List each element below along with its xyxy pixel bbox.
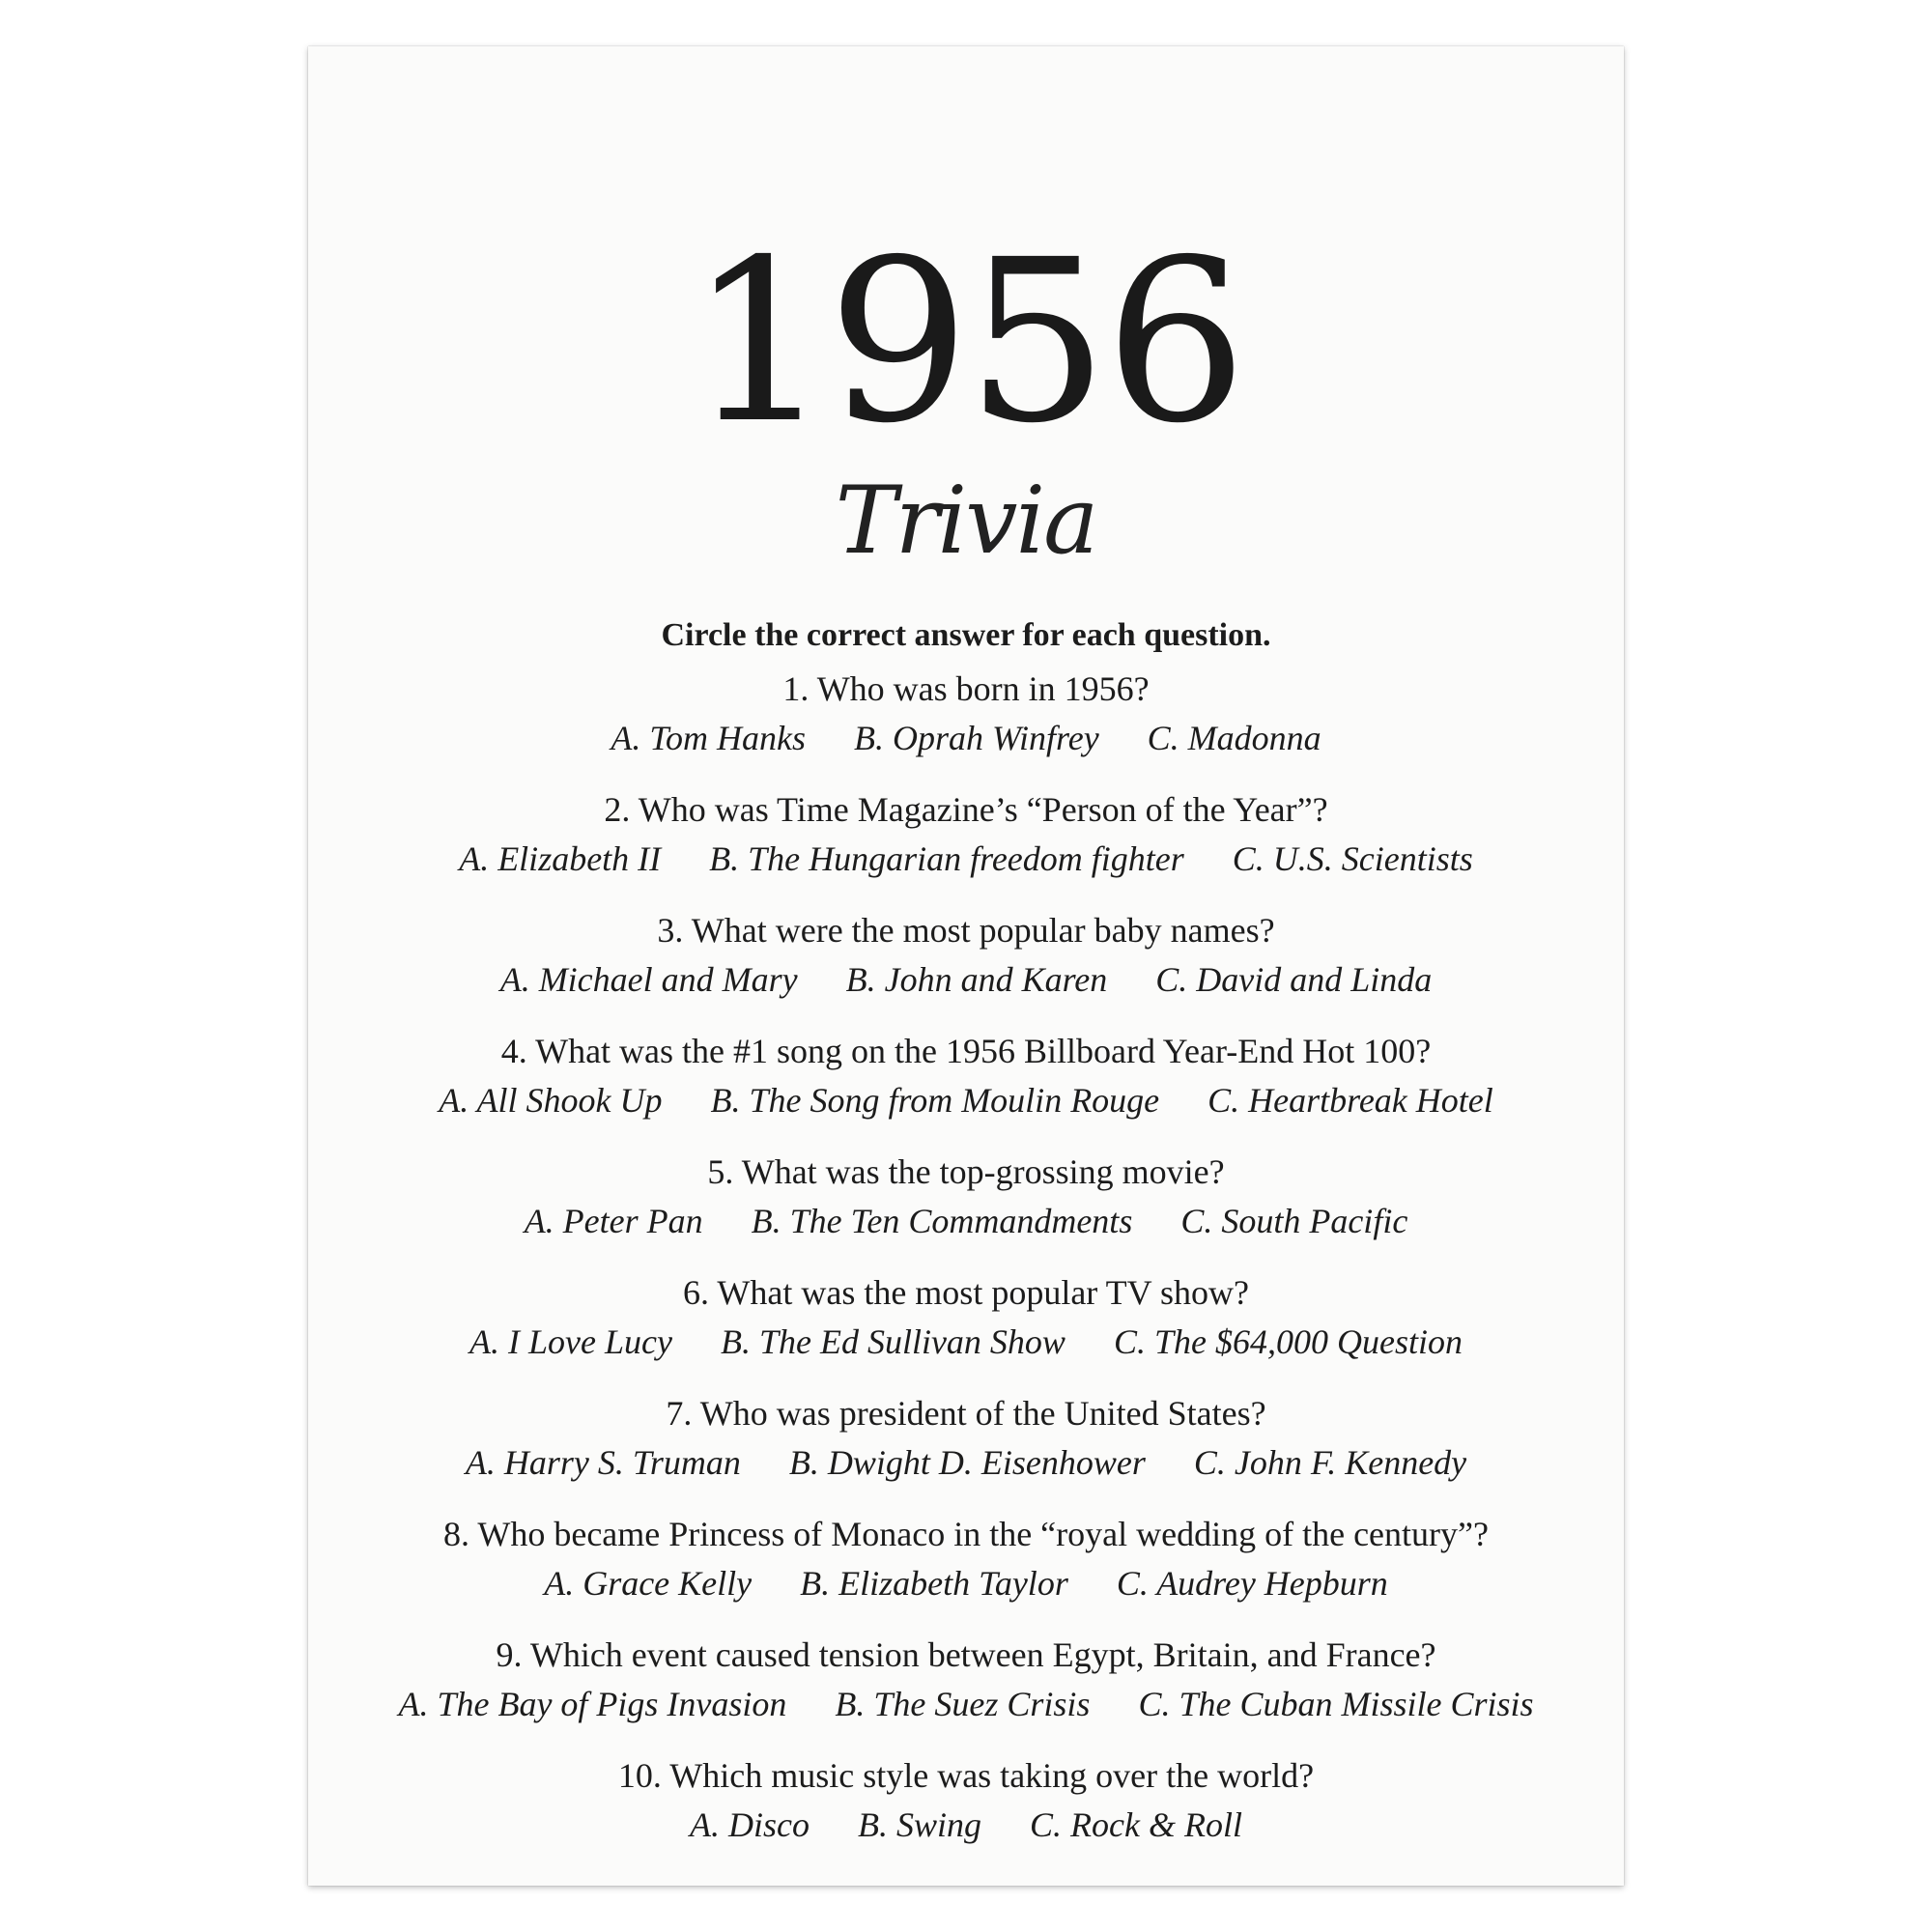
question-list	[308, 665, 1624, 1872]
answer-option[interactable]: C. South Pacific	[1180, 1202, 1408, 1240]
question-item	[308, 1631, 1624, 1751]
answer-options	[308, 714, 1624, 763]
answer-option[interactable]: A. Disco	[690, 1805, 810, 1844]
answer-option[interactable]: B. Dwight D. Eisenhower	[788, 1443, 1146, 1482]
answer-option[interactable]: B. The Ed Sullivan Show	[720, 1322, 1065, 1361]
answer-options	[308, 1076, 1624, 1125]
answer-option[interactable]: B. The Hungarian freedom fighter	[709, 839, 1184, 878]
answer-option[interactable]: B. Swing	[858, 1805, 982, 1844]
answer-options	[308, 1559, 1624, 1608]
answer-option[interactable]: C. David and Linda	[1155, 960, 1433, 999]
question-text: 1. Who was born in 1956?	[782, 669, 1150, 708]
answer-option[interactable]: B. The Song from Moulin Rouge	[710, 1081, 1160, 1120]
answer-option[interactable]: C. The Cuban Missile Crisis	[1138, 1685, 1534, 1723]
answer-options	[308, 1801, 1624, 1850]
instructions: Circle the correct answer for each question.	[661, 617, 1271, 653]
question-text: 8. Who became Princess of Monaco in the “royal wedding of the century”?	[443, 1515, 1489, 1553]
answer-options	[308, 1680, 1624, 1729]
answer-option[interactable]: C. Madonna	[1147, 719, 1321, 757]
answer-options	[308, 1318, 1624, 1367]
question-item	[308, 1027, 1624, 1148]
answer-option[interactable]: B. Elizabeth Taylor	[800, 1564, 1068, 1603]
answer-option[interactable]: B. The Suez Crisis	[835, 1685, 1091, 1723]
question-item	[308, 1751, 1624, 1872]
question-item	[308, 665, 1624, 785]
answer-option[interactable]: C. U.S. Scientists	[1232, 839, 1473, 878]
question-text: 7. Who was president of the United States?	[666, 1394, 1266, 1433]
answer-option[interactable]: A. I Love Lucy	[469, 1322, 672, 1361]
answer-option[interactable]: A. Harry S. Truman	[465, 1443, 741, 1482]
question-item	[308, 1148, 1624, 1268]
answer-option[interactable]: C. John F. Kennedy	[1193, 1443, 1467, 1482]
question-text: 10. Which music style was taking over the world?	[617, 1756, 1315, 1795]
answer-option[interactable]: C. Audrey Hepburn	[1116, 1564, 1388, 1603]
question-item	[308, 785, 1624, 906]
title-year: 1956	[688, 212, 1244, 472]
answer-option[interactable]: A. Peter Pan	[524, 1202, 703, 1240]
answer-option[interactable]: B. Oprah Winfrey	[854, 719, 1099, 757]
question-item	[308, 1389, 1624, 1510]
answer-option[interactable]: C. The $64,000 Question	[1113, 1322, 1463, 1361]
question-item	[308, 1510, 1624, 1631]
question-item	[308, 1268, 1624, 1389]
title-subtitle: Trivia	[835, 467, 1097, 575]
answer-option[interactable]: A. Grace Kelly	[544, 1564, 753, 1603]
answer-option[interactable]: B. The Ten Commandments	[751, 1202, 1133, 1240]
answer-options	[308, 1438, 1624, 1488]
question-text: 3. What were the most popular baby names?	[657, 911, 1275, 950]
answer-option[interactable]: B. John and Karen	[845, 960, 1108, 999]
answer-option[interactable]: A. Elizabeth II	[459, 839, 662, 878]
answer-options	[308, 835, 1624, 884]
answer-option[interactable]: A. The Bay of Pigs Invasion	[398, 1685, 787, 1723]
question-text: 2. Who was Time Magazine’s “Person of the Year”?	[604, 790, 1328, 829]
question-text: 9. Which event caused tension between Egypt, Britain, and France?	[496, 1635, 1436, 1674]
answer-option[interactable]: A. Tom Hanks	[611, 719, 807, 757]
question-text: 5. What was the top-grossing movie?	[707, 1152, 1225, 1191]
answer-option[interactable]: C. Rock & Roll	[1030, 1805, 1242, 1844]
question-text: 6. What was the most popular TV show?	[683, 1273, 1249, 1312]
question-text: 4. What was the #1 song on the 1956 Billboard Year-End Hot 100?	[500, 1032, 1432, 1070]
answer-option[interactable]: A. Michael and Mary	[499, 960, 798, 999]
answer-option[interactable]: A. All Shook Up	[439, 1081, 663, 1120]
question-item	[308, 906, 1624, 1027]
answer-options	[308, 955, 1624, 1005]
answer-options	[308, 1197, 1624, 1246]
answer-option[interactable]: C. Heartbreak Hotel	[1208, 1081, 1493, 1120]
trivia-card	[308, 46, 1624, 1886]
